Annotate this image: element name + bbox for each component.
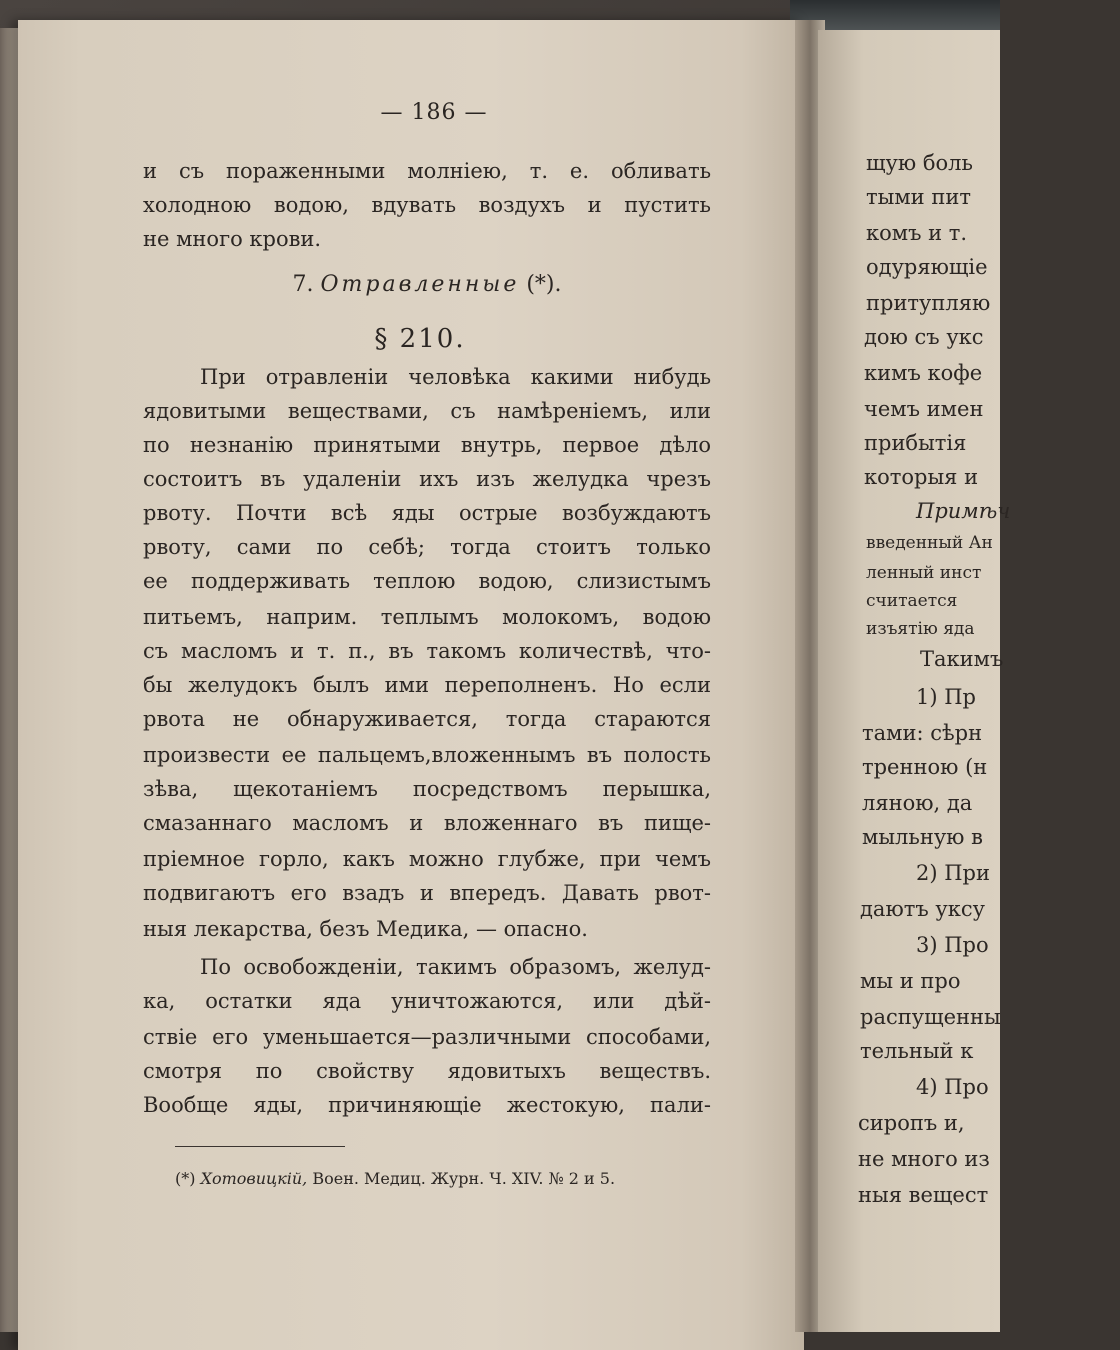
facing-text-line: которыя и — [864, 465, 979, 489]
text-line: рвоту. Почти всѣ яды острые возбуждаютъ — [143, 501, 711, 525]
text-line: При отравленіи человѣка какими нибудь — [200, 365, 711, 389]
text-line: съ масломъ и т. п., въ такомъ количествѣ, что- — [143, 639, 711, 663]
facing-text-line: тельный к — [860, 1039, 974, 1063]
facing-text-line: тами: сѣрн — [862, 721, 983, 745]
text-line: произвести ее пальцемъ,вложеннымъ въ полость — [143, 743, 711, 767]
text-line: и съ пораженными молніею, т. е. обливать — [143, 159, 711, 183]
facing-text-line: изъятію яда — [866, 619, 975, 639]
facing-text-line: Такимъ — [920, 647, 1004, 671]
facing-text-line: ныя вещест — [858, 1183, 989, 1207]
facing-text-line: кимъ кофе — [864, 361, 983, 385]
facing-text-line: 3) Про — [916, 933, 989, 957]
text-line: питьемъ, наприм. теплымъ молокомъ, водою — [143, 605, 711, 629]
facing-text-line: притупляю — [866, 291, 991, 315]
text-line: подвигаютъ его взадъ и впередъ. Давать рвот- — [143, 881, 711, 905]
facing-text-line: 2) При — [916, 861, 990, 885]
section-number: 7. — [292, 272, 314, 297]
text-line: бы желудокъ былъ ими переполненъ. Но если — [143, 673, 711, 697]
text-line: холодною водою, вдувать воздухъ и пустить — [143, 193, 711, 217]
facing-text-line: Примѣч — [916, 499, 1011, 523]
facing-text-line: одуряющіе — [866, 255, 988, 279]
facing-text-line: мыльную в — [862, 825, 983, 849]
facing-text-line: ляною, да — [862, 791, 973, 815]
text-line: ныя лекарства, безъ Медика, — опасно. — [143, 917, 588, 941]
facing-text-line: 1) Пр — [916, 685, 976, 709]
section-title: Отравленные — [320, 272, 520, 297]
text-line: по незнанію принятыми внутрь, первое дѣло — [143, 433, 711, 457]
facing-text-line: дою съ укс — [864, 325, 984, 349]
section-heading — [143, 268, 711, 302]
text-line: рвота не обнаруживается, тогда стараются — [143, 707, 711, 731]
footnote-source: Воен. Медиц. Журн. Ч. XIV. № 2 и 5. — [312, 1169, 616, 1188]
text-line: рвоту, сами по себѣ; тогда стоитъ только — [143, 535, 711, 559]
facing-text-line: 4) Про — [916, 1075, 989, 1099]
facing-text-line: щую боль — [866, 151, 973, 175]
text-line: пріемное горло, какъ можно глубже, при чемъ — [143, 847, 711, 871]
text-line: смотря по свойству ядовитыхъ веществъ. — [143, 1059, 711, 1083]
facing-text-line: сиропъ и, — [858, 1111, 965, 1135]
facing-text-line: введенный Ан — [866, 533, 993, 553]
paragraph-number: § 210. — [374, 324, 466, 354]
text-line: ее поддерживать теплою водою, слизистымъ — [143, 569, 711, 593]
text-line: ствіе его уменьшается—различными способами, — [143, 1025, 711, 1049]
text-line: не много крови. — [143, 227, 322, 251]
text-line: смазаннаго масломъ и вложеннаго въ пище- — [143, 811, 711, 835]
facing-text-line: прибытія — [864, 431, 967, 455]
footnote-author: Хотовицкій, — [200, 1169, 308, 1188]
text-line: ядовитыми веществами, съ намѣреніемъ, или — [143, 399, 711, 423]
text-line: ка, остатки яда уничтожаются, или дѣй- — [143, 989, 711, 1013]
facing-text-line: считается — [866, 591, 958, 611]
text-line: состоитъ въ удаленіи ихъ изъ желудка чрезъ — [143, 467, 711, 491]
footnote — [175, 1167, 715, 1191]
page-number-header: — 186 — — [380, 100, 488, 125]
footnote-mark: (*) — [175, 1169, 196, 1188]
footnote-reference: (*). — [526, 272, 562, 297]
facing-text-line: распущенны — [860, 1005, 1001, 1029]
facing-text-line: тренною (н — [862, 755, 988, 779]
facing-text-line: ленный инст — [866, 563, 982, 583]
text-line: зѣва, щекотаніемъ посредствомъ перышка, — [143, 777, 711, 801]
facing-text-line: даютъ уксу — [860, 897, 985, 921]
footnote-divider — [175, 1146, 345, 1147]
facing-text-line: не много из — [858, 1147, 990, 1171]
text-line: По освобожденіи, такимъ образомъ, желуд- — [200, 955, 711, 979]
facing-text-line: чемъ имен — [864, 397, 984, 421]
text-line: Вообще яды, причиняющіе жестокую, пали- — [143, 1093, 711, 1117]
facing-text-line: комъ и т. — [866, 221, 968, 245]
facing-text-line: мы и про — [860, 969, 961, 993]
facing-text-line: тыми пит — [866, 185, 971, 209]
